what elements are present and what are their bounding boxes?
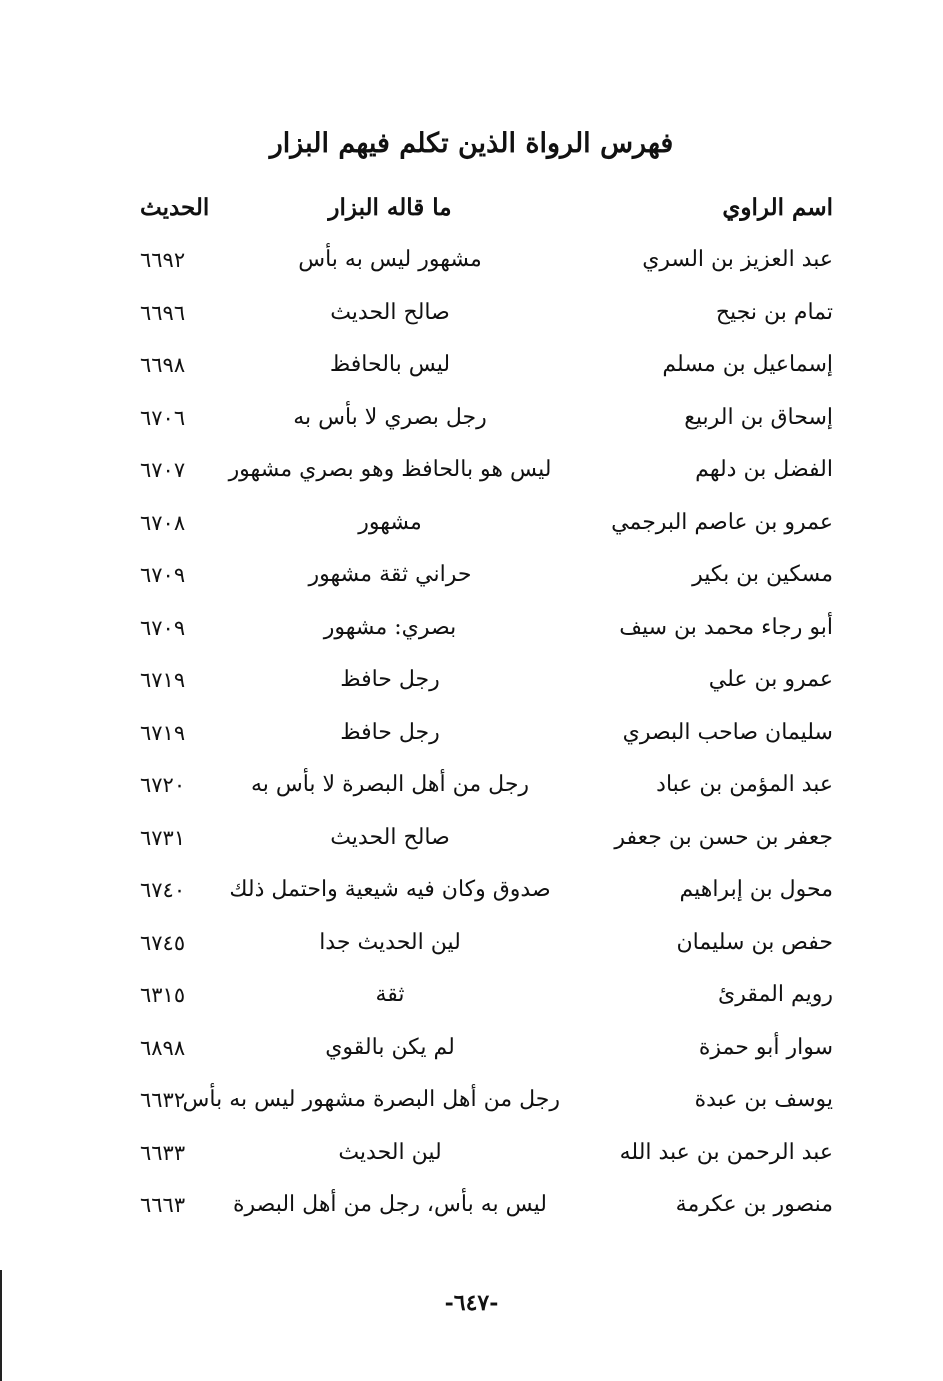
hadith-number: ٦٧٠٩ <box>140 563 186 587</box>
header-narrator-name: اسم الراوي <box>722 194 833 221</box>
bazzar-verdict: صالح الحديث <box>330 299 450 325</box>
bazzar-verdict: ليس بالحافظ <box>329 352 451 377</box>
narrator-name: رويم المقرئ <box>717 982 833 1007</box>
table-row <box>0 291 943 343</box>
hadith-number: ٦٧٤٥ <box>140 930 186 955</box>
hadith-number: ٦٦٩٦ <box>140 300 186 325</box>
hadith-number: ٦٦٩٨ <box>140 353 186 377</box>
table-row <box>0 1026 943 1078</box>
bazzar-verdict: لين الحديث جدا <box>319 929 461 955</box>
narrator-name: الفضل بن دلهم <box>695 457 833 482</box>
table-row <box>0 868 943 920</box>
narrator-name: عمرو بن عاصم البرجمي <box>611 509 833 535</box>
table-row <box>0 1183 943 1235</box>
hadith-number: ٦٦٦٣ <box>140 1193 186 1217</box>
narrator-name: سوار أبو حمزة <box>698 1034 833 1060</box>
bazzar-verdict: مشهور ليس به بأس <box>298 247 482 272</box>
hadith-number: ٦٧٠٦ <box>140 405 186 430</box>
table-row <box>0 921 943 973</box>
bazzar-verdict: رجل من أهل البصرة مشهور ليس به بأس <box>182 1087 560 1112</box>
narrator-name: عبد المؤمن بن عباد <box>656 772 833 797</box>
table-row <box>0 448 943 500</box>
hadith-number: ٦٧٣١ <box>140 825 186 850</box>
narrator-name: محول بن إبراهيم <box>679 877 833 902</box>
bazzar-verdict: صالح الحديث <box>330 824 450 850</box>
table-row <box>0 658 943 710</box>
header-bazzar-said: ما قاله البزار <box>328 194 452 221</box>
hadith-number: ٦٧٠٩ <box>140 615 186 640</box>
bazzar-verdict: لين الحديث <box>338 1139 442 1165</box>
hadith-number: ٦٨٩٨ <box>140 1035 186 1060</box>
page-title: فهرس الرواة الذين تكلم فيهم البزار <box>269 128 674 159</box>
table-row <box>0 1131 943 1183</box>
table-row <box>0 973 943 1025</box>
table-row <box>0 396 943 448</box>
narrator-name: إسحاق بن الربيع <box>684 404 833 430</box>
narrator-name: إسماعيل بن مسلم <box>662 352 833 377</box>
narrator-name: سليمان صاحب البصري <box>622 719 833 745</box>
page-number: -٦٤٧- <box>444 1290 499 1316</box>
narrator-name: يوسف بن عبدة <box>694 1087 833 1112</box>
bazzar-verdict: ثقة <box>375 982 405 1007</box>
table-row <box>0 343 943 395</box>
narrator-name: حفص بن سليمان <box>676 929 833 955</box>
hadith-number: ٦٧٢٠ <box>140 773 186 797</box>
bazzar-verdict: ليس به بأس، رجل من أهل البصرة <box>232 1192 548 1217</box>
bazzar-verdict: مشهور <box>358 509 422 535</box>
bazzar-verdict: رجل من أهل البصرة لا بأس به <box>250 772 530 797</box>
table-row <box>0 501 943 553</box>
narrator-name: جعفر بن حسن بن جعفر <box>614 824 833 850</box>
narrator-name: عبد الرحمن بن عبد الله <box>619 1139 833 1165</box>
scan-edge-line <box>0 1270 2 1381</box>
narrator-name: تمام بن نجيح <box>715 299 833 325</box>
bazzar-verdict: لم يكن بالقوي <box>325 1034 455 1060</box>
narrator-name: مسكين بن بكير <box>692 562 833 587</box>
bazzar-verdict: رجل حافظ <box>340 719 440 745</box>
hadith-number: ٦٦٣٣ <box>140 1140 186 1165</box>
table-row <box>0 1078 943 1130</box>
header-hadith-number: الحديث <box>140 194 210 221</box>
bazzar-verdict: حراني ثقة مشهور <box>308 562 472 587</box>
hadith-number: ٦٧١٩ <box>140 668 186 692</box>
table-row <box>0 711 943 763</box>
table-row <box>0 238 943 290</box>
hadith-number: ٦٧٠٧ <box>140 458 186 482</box>
hadith-number: ٦٦٣٢ <box>140 1088 186 1112</box>
hadith-number: ٦٧٠٨ <box>140 510 186 535</box>
narrator-name: منصور بن عكرمة <box>675 1192 833 1217</box>
narrator-name: أبو رجاء محمد بن سيف <box>619 614 833 640</box>
hadith-number: ٦٧٤٠ <box>140 878 186 902</box>
table-row <box>0 553 943 605</box>
table-row <box>0 763 943 815</box>
hadith-number: ٦٧١٩ <box>140 720 186 745</box>
table-header <box>0 186 943 238</box>
narrator-name: عبد العزيز بن السري <box>642 247 833 272</box>
table-row <box>0 606 943 658</box>
bazzar-verdict: صدوق وكان فيه شيعية واحتمل ذلك <box>229 877 551 902</box>
bazzar-verdict: رجل بصري لا بأس به <box>293 404 487 430</box>
narrator-name: عمرو بن علي <box>708 667 833 692</box>
hadith-number: ٦٣١٥ <box>140 983 186 1007</box>
bazzar-verdict: بصري: مشهور <box>323 614 457 640</box>
bazzar-verdict: رجل حافظ <box>340 667 440 692</box>
table-row <box>0 816 943 868</box>
hadith-number: ٦٦٩٢ <box>140 248 186 272</box>
bazzar-verdict: ليس هو بالحافظ وهو بصري مشهور <box>228 457 552 482</box>
